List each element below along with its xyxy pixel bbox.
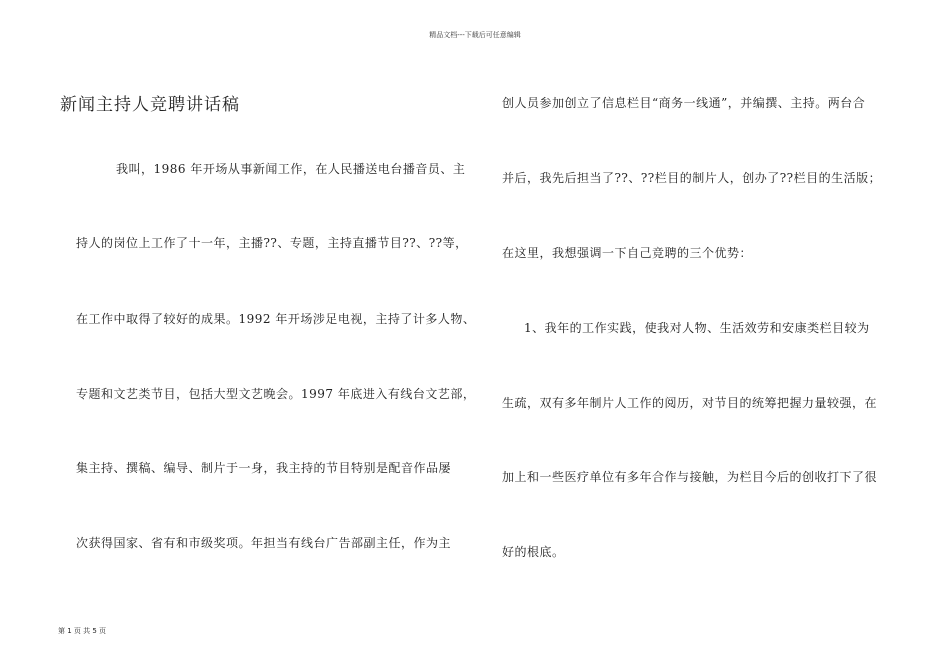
- right-paragraph-line-2: 并后，我先后担当了??、??栏目的制片人，创办了??栏目的生活版；: [502, 171, 882, 185]
- document-title: 新闻主持人竞聘讲话稿: [60, 95, 240, 115]
- left-paragraph-line-3: 在工作中取得了较好的成果。1992 年开场涉足电视，主持了计多人物、: [76, 312, 476, 326]
- right-paragraph-line-7: 好的根底。: [502, 545, 565, 559]
- page-header: 精品文档---下载后可任意编辑: [429, 31, 521, 39]
- left-paragraph-line-6: 次获得国家、省有和市级奖项。年担当有线台广告部副主任，作为主: [76, 536, 452, 550]
- left-paragraph-line-1: 我叫，1986 年开场从事新闻工作，在人民播送电台播音员、主: [116, 162, 466, 176]
- right-paragraph-line-6: 加上和一些医疗单位有多年合作与接触，为栏目今后的创收打下了很: [502, 470, 878, 484]
- left-paragraph-line-2: 持人的岗位上工作了十一年，主播??、专题，主持直播节目??、??等，: [76, 236, 468, 250]
- page-number: 第 1 页 共 5 页: [58, 627, 107, 635]
- left-paragraph-line-5: 集主持、撰稿、编导、制片于一身，我主持的节目特别是配音作品屡: [76, 461, 452, 475]
- right-paragraph-line-4: 1、我年的工作实践，使我对人物、生活效劳和安康类栏目较为: [524, 321, 870, 335]
- left-paragraph-line-4: 专题和文艺类节目，包括大型文艺晚会。1997 年底进入有线台文艺部，: [76, 387, 476, 401]
- right-paragraph-line-5: 生疏，双有多年制片人工作的阅历，对节目的统筹把握力量较强，在: [502, 396, 878, 410]
- right-paragraph-line-1: 创人员参加创立了信息栏目“商务一线通”，并编撰、主持。两台合: [502, 96, 866, 110]
- right-paragraph-line-3: 在这里，我想强调一下自己竞聘的三个优势：: [502, 246, 753, 260]
